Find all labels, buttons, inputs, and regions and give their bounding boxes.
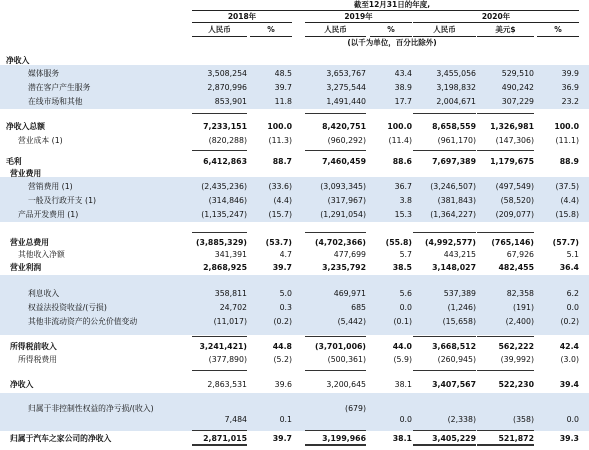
cell-value: 3,198,832 (436, 83, 476, 92)
cell-value: 23.2 (561, 97, 579, 106)
cell-value: 3,653,767 (326, 69, 366, 78)
cell-value: 36.4 (559, 263, 579, 272)
cell-value: 0.3 (279, 303, 292, 312)
row-label: 归属于汽车之家公司的净收入 (10, 434, 112, 443)
cell-value: 522,230 (498, 380, 534, 389)
cell-value: (2,338) (447, 415, 476, 424)
cell-value: 3,200,645 (326, 380, 366, 389)
cell-value: 7,484 (224, 415, 247, 424)
row-label: 净收入 (10, 380, 34, 389)
unit-header: % (554, 25, 562, 34)
subtotal-rule (305, 113, 366, 114)
cell-value: (4.4) (273, 196, 292, 205)
row-label: 净收入 (6, 56, 30, 65)
cell-value: (39,992) (500, 355, 534, 364)
cell-value: 42.4 (559, 342, 579, 351)
cell-value: 0.0 (566, 303, 579, 312)
cell-value: 3.8 (399, 196, 412, 205)
row-label: 媒体服务 (28, 69, 60, 78)
cell-value: 2,870,996 (207, 83, 247, 92)
unit-header-row (0, 25, 589, 36)
cell-value: 3,235,792 (322, 263, 366, 272)
cell-value: 39.9 (561, 69, 579, 78)
cell-value: 6,412,863 (203, 157, 247, 166)
year-underline-2020 (413, 22, 579, 23)
row-label: 营业总费用 (10, 238, 49, 247)
cell-value: 38.1 (394, 380, 412, 389)
cell-value: 2,863,531 (207, 380, 247, 389)
double-rule (477, 444, 534, 446)
cell-value: 685 (351, 303, 366, 312)
cell-value: 100.0 (267, 122, 292, 131)
total-rule (413, 430, 476, 431)
cell-value: (377,890) (208, 355, 247, 364)
cell-value: 0.1 (279, 415, 292, 424)
cell-value: 11.8 (274, 97, 292, 106)
cell-value: (15,658) (442, 317, 476, 326)
cell-value: (3,246,507) (430, 182, 476, 191)
unit-header: % (387, 25, 395, 34)
cell-value: (15.8) (555, 210, 579, 219)
cell-value: (1,135,247) (201, 210, 247, 219)
cell-value: 38.5 (392, 263, 412, 272)
subtotal-rule (413, 232, 476, 233)
row-label: 所得税费用 (18, 355, 57, 364)
row-label: 营业利润 (10, 263, 42, 272)
cell-value: (820,288) (208, 136, 247, 145)
unit-underline (250, 36, 292, 37)
cell-value: 82,358 (506, 289, 534, 298)
fiscal-year-caption: 截至12月31日的年度, (353, 0, 431, 9)
cell-value: 1,491,440 (326, 97, 366, 106)
cell-value: (4,702,366) (314, 238, 366, 247)
cell-value: (260,945) (437, 355, 476, 364)
cell-value: 3,199,966 (322, 434, 366, 443)
cell-value: (679) (345, 404, 366, 413)
cell-value: (147,306) (495, 136, 534, 145)
unit-underline (370, 36, 412, 37)
cell-value: (2,435,236) (201, 182, 247, 191)
cell-value: 100.0 (387, 122, 412, 131)
cell-value: 36.9 (561, 83, 579, 92)
subtotal-rule (477, 150, 534, 151)
unit-underline (305, 36, 366, 37)
year-2019: 2019年 (344, 12, 373, 21)
subtotal-rule (305, 150, 366, 151)
cell-value: (961,170) (437, 136, 476, 145)
row-label: 其他收入净额 (18, 250, 65, 259)
cell-value: (55.8) (385, 238, 412, 247)
cell-value: 3,455,056 (436, 69, 476, 78)
row-label: 一般及行政开支 (1) (28, 196, 97, 205)
subtotal-rule (477, 113, 534, 114)
cell-value: (497,549) (495, 182, 534, 191)
subtotal-rule (305, 370, 366, 371)
caption-underline (192, 10, 579, 11)
cell-value: 7,460,459 (322, 157, 366, 166)
cell-value: 39.4 (559, 380, 579, 389)
row-label: 所得税前收入 (10, 342, 57, 351)
subtotal-rule (413, 150, 476, 151)
cell-value: (1,246) (447, 303, 476, 312)
cell-value: (5,442) (337, 317, 366, 326)
subtotal-rule (477, 232, 534, 233)
cell-value: 562,222 (498, 342, 534, 351)
total-rule (477, 430, 534, 431)
cell-value: 3,405,229 (432, 434, 476, 443)
cell-value: 1,179,675 (490, 157, 534, 166)
row-label: 其他非流动资产的公允价值变动 (28, 317, 138, 326)
unit-header: % (267, 25, 275, 34)
unit-underline (477, 36, 534, 37)
total-rule (305, 430, 366, 431)
cell-value: 2,004,671 (436, 97, 476, 106)
cell-value: (3,093,345) (320, 182, 366, 191)
subtotal-rule (477, 336, 534, 337)
cell-value: (5.2) (273, 355, 292, 364)
total-rule (192, 430, 247, 431)
cell-value: (57.7) (552, 238, 579, 247)
cell-value: 43.4 (394, 69, 412, 78)
row-label: 营销费用 (1) (28, 182, 73, 191)
cell-value: 48.5 (274, 69, 292, 78)
cell-value: (765,146) (491, 238, 534, 247)
cell-value: (58,520) (500, 196, 534, 205)
cell-value: 7,697,389 (432, 157, 476, 166)
unit-header: 美元$ (495, 25, 516, 34)
cell-value: 3,508,254 (207, 69, 247, 78)
cell-value: (1,364,227) (430, 210, 476, 219)
cell-value: 482,455 (498, 263, 534, 272)
cell-value: (358) (513, 415, 534, 424)
subtotal-rule (192, 336, 247, 337)
double-rule (413, 444, 476, 446)
double-rule (305, 444, 366, 446)
cell-value: 100.0 (554, 122, 579, 131)
year-underline-2018 (192, 22, 292, 23)
cell-value: 44.0 (392, 342, 412, 351)
cell-value: 521,872 (498, 434, 534, 443)
subtotal-rule (192, 113, 247, 114)
cell-value: 5.7 (399, 250, 412, 259)
cell-value: 3,275,544 (326, 83, 366, 92)
cell-value: 358,811 (214, 289, 247, 298)
cell-value: 2,871,015 (203, 434, 247, 443)
year-2020: 2020年 (481, 12, 511, 21)
cell-value: 4.7 (279, 250, 292, 259)
cell-value: (37.5) (555, 182, 579, 191)
row-label: 营业费用 (10, 169, 42, 178)
cell-value: 529,510 (501, 69, 534, 78)
row-label: 产品开发费用 (1) (18, 210, 79, 219)
cell-value: 5.6 (399, 289, 412, 298)
subtotal-rule (413, 370, 476, 371)
cell-value: 3,407,567 (432, 380, 476, 389)
cell-value: (11.1) (555, 136, 579, 145)
subtotal-rule (192, 370, 247, 371)
subtotal-rule (477, 370, 534, 371)
cell-value: 39.7 (274, 83, 292, 92)
cell-value: (3.0) (560, 355, 579, 364)
cell-value: 17.7 (394, 97, 412, 106)
cell-value: (53.7) (265, 238, 292, 247)
cell-value: (11,017) (213, 317, 247, 326)
row-label: 利息收入 (28, 289, 60, 298)
cell-value: 469,971 (333, 289, 366, 298)
subtotal-rule (192, 232, 247, 233)
cell-value: (4,992,577) (424, 238, 476, 247)
cell-value: 88.9 (559, 157, 579, 166)
row-label: 潜在客户产生服务 (28, 83, 91, 92)
cell-value: 3,148,027 (432, 263, 476, 272)
unit-underline (192, 36, 247, 37)
unit-header: 人民币 (208, 25, 231, 34)
cell-value: 443,215 (443, 250, 476, 259)
cell-value: (33.6) (268, 182, 292, 191)
cell-value: (960,292) (327, 136, 366, 145)
cell-value: 537,389 (443, 289, 476, 298)
row-label: 在线市场和其他 (28, 97, 83, 106)
cell-value: 0.0 (566, 415, 579, 424)
cell-value: 5.0 (279, 289, 292, 298)
cell-value: (15.7) (268, 210, 292, 219)
subtotal-rule (192, 150, 247, 151)
cell-value: 0.0 (399, 303, 412, 312)
row-label: 权益法投资收益/(亏损) (28, 303, 107, 312)
cell-value: (2,400) (505, 317, 534, 326)
cell-value: 853,901 (214, 97, 247, 106)
cell-value: (3,885,329) (195, 238, 247, 247)
cell-value: (500,361) (327, 355, 366, 364)
subtotal-rule (305, 232, 366, 233)
row-label: 净收入总额 (6, 122, 45, 131)
unit-underline (537, 36, 579, 37)
subtotal-rule (413, 336, 476, 337)
row-label: 归属于非控制性权益的净亏损/(收入) (28, 404, 154, 413)
cell-value: 307,229 (501, 97, 534, 106)
cell-value: 490,242 (501, 83, 534, 92)
cell-value: 3,668,512 (432, 342, 476, 351)
cell-value: 2,868,925 (203, 263, 247, 272)
cell-value: 39.7 (272, 263, 292, 272)
row-label: 营业成本 (1) (18, 136, 63, 145)
cell-value: (0.1) (393, 317, 412, 326)
cell-value: (381,843) (437, 196, 476, 205)
unit-header: 人民币 (433, 25, 456, 34)
cell-value: (11.4) (388, 136, 412, 145)
cell-value: 3,241,421) (199, 342, 247, 351)
cell-value: 38.9 (394, 83, 412, 92)
cell-value: 39.6 (274, 380, 292, 389)
unit-underline (413, 36, 476, 37)
cell-value: (4.4) (560, 196, 579, 205)
subtotal-rule (305, 336, 366, 337)
double-rule (192, 444, 247, 446)
unit-header: 人民币 (324, 25, 347, 34)
cell-value: (0.2) (560, 317, 579, 326)
cell-value: (314,846) (208, 196, 247, 205)
cell-value: 0.0 (399, 415, 412, 424)
cell-value: 39.7 (272, 434, 292, 443)
units-note: (以千为单位，百分比除外) (347, 38, 437, 47)
cell-value: 44.8 (272, 342, 292, 351)
cell-value: (317,967) (327, 196, 366, 205)
cell-value: (209,077) (495, 210, 534, 219)
year-header-row (0, 12, 589, 22)
subtotal-rule (413, 113, 476, 114)
cell-value: 8,420,751 (322, 122, 366, 131)
cell-value: (1,291,054) (320, 210, 366, 219)
cell-value: 36.7 (394, 182, 412, 191)
year-2018: 2018年 (227, 12, 257, 21)
cell-value: 39.3 (559, 434, 579, 443)
cell-value: 5.1 (566, 250, 579, 259)
cell-value: 88.7 (272, 157, 292, 166)
cell-value: 67,926 (506, 250, 534, 259)
cell-value: 88.6 (392, 157, 412, 166)
cell-value: 6.2 (566, 289, 579, 298)
row-label: 毛利 (6, 157, 22, 166)
cell-value: (5.9) (393, 355, 412, 364)
cell-value: (0.2) (273, 317, 292, 326)
cell-value: 38.1 (392, 434, 412, 443)
year-underline-2019 (305, 22, 412, 23)
cell-value: 8,658,559 (432, 122, 476, 131)
cell-value: 341,391 (214, 250, 247, 259)
cell-value: 15.3 (394, 210, 412, 219)
cell-value: 477,699 (333, 250, 366, 259)
cell-value: 7,233,151 (203, 122, 247, 131)
cell-value: 1,326,981 (490, 122, 534, 131)
cell-value: (3,701,006) (314, 342, 366, 351)
header-caption-row (0, 0, 589, 10)
cell-value: (191) (513, 303, 534, 312)
cell-value: 24,702 (219, 303, 247, 312)
cell-value: (11.3) (268, 136, 292, 145)
